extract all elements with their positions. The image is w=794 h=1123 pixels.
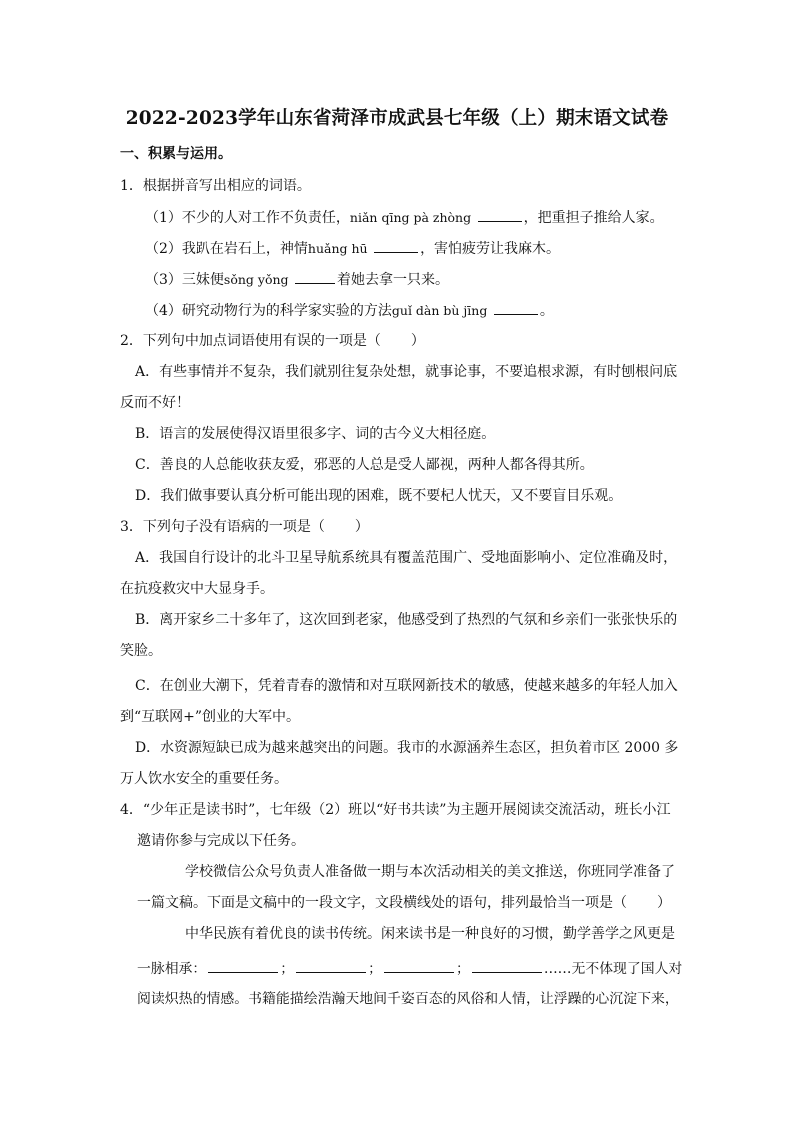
separator: ； xyxy=(455,961,470,977)
q4-task-close: ） xyxy=(657,895,671,911)
q1-item-2 xyxy=(145,238,560,259)
answer-blank[interactable] xyxy=(384,958,454,973)
section-heading: 一、积累与运用。 xyxy=(120,146,232,162)
q2-option-a: A．有些事情并不复杂，我们就别往复杂处想，就事论事，不要追根求源，有时刨根问底 xyxy=(135,364,678,380)
q1-item-1 xyxy=(145,207,664,228)
answer-blank[interactable] xyxy=(478,207,522,222)
q3-option-b: B．离开家乡二十多年了，这次回到老家，他感受到了热烈的气氛和乡亲们一张张快乐的 xyxy=(135,612,678,628)
q3-stem xyxy=(120,517,369,537)
q1-item-4-pinyin: guǐ dàn bù jīng xyxy=(391,303,488,318)
q1-item-1-tail: ，把重担子推给人家。 xyxy=(523,210,664,226)
q4-task-para: 学校微信公众号负责人准备做一期与本次活动相关的美文推送，你班同学准备了 xyxy=(185,864,675,880)
q3-option-d: D．水资源短缺已成为越来越突出的问题。我市的水源涵养生态区，担负着市区 2000 多 xyxy=(135,740,679,756)
q2-stem-text: 2．下列句中加点词语使用有误的一项是（ xyxy=(120,333,381,349)
q1-item-3 xyxy=(145,269,449,290)
separator: ； xyxy=(280,961,295,977)
q3-option-c-cont: 到“互联网+”创业的大军中。 xyxy=(120,709,301,725)
answer-blank[interactable] xyxy=(295,269,335,284)
separator: ； xyxy=(368,961,382,977)
q1-item-4-tail: 。 xyxy=(539,303,554,319)
q3-option-b-cont: 笑脸。 xyxy=(120,643,162,659)
q3-option-c: C．在创业大潮下，凭着青春的激情和对互联网新技术的敏感，使越来越多的年轻人加入 xyxy=(135,678,678,694)
q1-item-2-tail: ，害怕疲劳让我麻木。 xyxy=(420,241,561,257)
q3-option-a: A．我国自行设计的北斗卫星导航系统具有覆盖范围广、受地面影响小、定位准确及时， xyxy=(135,550,678,566)
answer-blank[interactable] xyxy=(494,300,538,315)
q1-item-1-pinyin: niǎn qīng pà zhòng xyxy=(349,210,472,225)
q2-option-d: D．我们做事要认真分析可能出现的困难，既不要杞人忧天，又不要盲目乐观。 xyxy=(135,488,623,504)
q1-item-3-text: （3）三妹便 xyxy=(145,272,224,288)
q3-stem-text: 3．下列句子没有语病的一项是（ xyxy=(120,519,325,535)
q1-item-2-pinyin: huǎng hū xyxy=(307,241,368,256)
answer-blank[interactable] xyxy=(208,958,278,973)
q4-passage-line-2 xyxy=(137,958,682,979)
q2-option-a-cont: 反而不好！ xyxy=(120,395,190,411)
q1-item-1-text: （1）不少的人对工作不负责任， xyxy=(145,210,350,226)
q3-option-a-cont: 在抗疫救灾中大显身手。 xyxy=(120,581,274,597)
q1-item-4-text: （4）研究动物行为的科学家实验的方法 xyxy=(145,303,392,319)
q4-stem: 4．“少年正是读书时”，七年级（2）班以“好书共读”为主题开展阅读交流活动，班长小江 xyxy=(120,802,671,818)
q1-item-2-text: （2）我趴在岩石上，神情 xyxy=(145,241,308,257)
q1-item-4 xyxy=(145,300,554,321)
q4-passage-line-3: 阅读炽热的情感。书籍能描绘浩瀚天地间千姿百态的风俗和人情，让浮躁的心沉淀下来， xyxy=(137,991,679,1007)
q4-passage-tail: ……无不体现了国人对 xyxy=(543,961,683,977)
q4-passage-lead: 一脉相承： xyxy=(137,961,207,977)
answer-blank[interactable] xyxy=(472,958,542,973)
q2-option-c: C．善良的人总能收获友爱，邪恶的人总是受人鄙视，两种人都各得其所。 xyxy=(135,457,594,473)
q2-stem-close: ） xyxy=(410,333,425,349)
page-title: 2022-2023学年山东省菏泽市成武县七年级（上）期末语文试卷 xyxy=(125,108,669,129)
q1-stem: 1．根据拼音写出相应的词语。 xyxy=(120,178,311,194)
q4-task-para-text: 一篇文稿。下面是文稿中的一段文字，文段横线处的语句，排列最恰当一项是（ xyxy=(137,895,627,911)
q1-item-3-tail: 着她去拿一只来。 xyxy=(336,272,449,288)
q2-option-b: B．语言的发展使得汉语里很多字、词的古今义大相径庭。 xyxy=(135,426,496,442)
q4-passage-line-1: 中华民族有着优良的读书传统。闲来读书是一种良好的习惯，勤学善学之风更是 xyxy=(185,926,675,942)
q4-task-para-cont xyxy=(137,893,671,913)
q3-option-d-cont: 万人饮水安全的重要任务。 xyxy=(120,771,288,787)
q1-item-3-pinyin: sǒng yǒng xyxy=(223,272,289,287)
answer-blank[interactable] xyxy=(296,958,366,973)
q2-stem xyxy=(120,331,425,351)
answer-blank[interactable] xyxy=(374,238,418,253)
q4-stem-cont: 邀请你参与完成以下任务。 xyxy=(137,833,305,849)
q3-stem-close: ） xyxy=(354,519,369,535)
